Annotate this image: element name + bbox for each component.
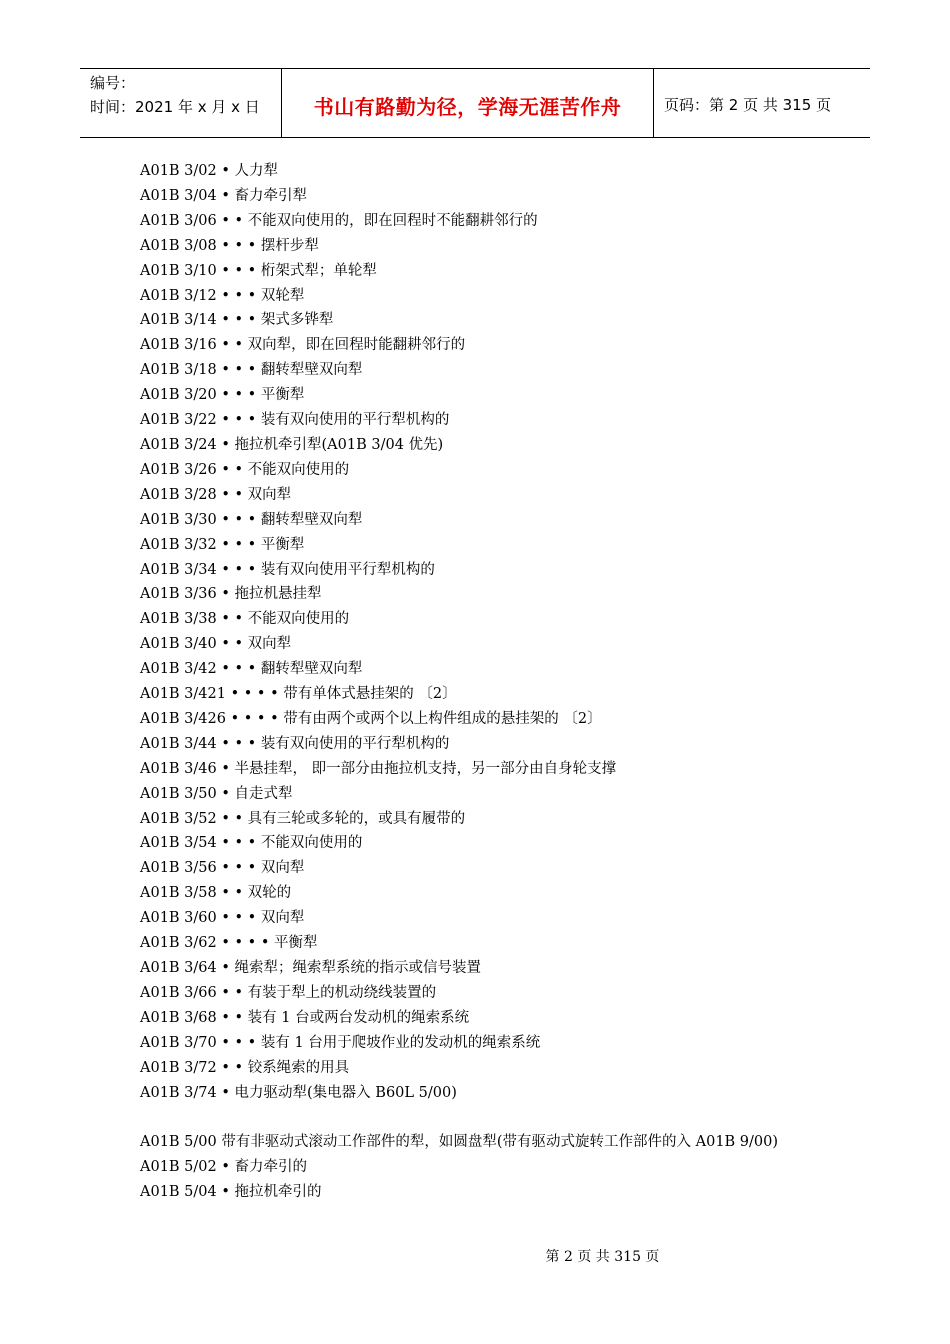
paragraph-gap — [140, 1105, 820, 1130]
list-item: A01B 3/34 • • • 装有双向使用平行犁机构的 — [140, 561, 435, 578]
list-item: A01B 3/66 • • 有装于犁上的机动绕线装置的 — [140, 984, 437, 1001]
document-body — [140, 159, 820, 1205]
list-item: A01B 3/46 • 半悬挂犁， 即一部分由拖拉机支持，另一部分由自身轮支撑 — [140, 760, 617, 777]
list-item: A01B 3/52 • • 具有三轮或多轮的，或具有履带的 — [140, 810, 466, 827]
list-item: A01B 3/10 • • • 桁架式犁；单轮犁 — [140, 262, 377, 279]
list-item: A01B 3/38 • • 不能双向使用的 — [140, 611, 350, 628]
list-item: A01B 3/58 • • 双轮的 — [140, 885, 292, 902]
list-item: A01B 3/60 • • • 双向犁 — [140, 910, 305, 927]
list-item: A01B 5/04 • 拖拉机牵引的 — [140, 1184, 322, 1201]
list-item: A01B 3/26 • • 不能双向使用的 — [140, 461, 350, 478]
list-item: A01B 3/421 • • • • 带有单体式悬挂架的 〔2〕 — [140, 686, 457, 703]
list-item: A01B 3/22 • • • 装有双向使用的平行犁机构的 — [140, 412, 450, 429]
list-item: A01B 3/18 • • • 翻转犁壁双向犁 — [140, 362, 363, 379]
number-label: 编号： — [90, 74, 136, 92]
page-footer: 第 2 页 共 315 页 — [545, 1249, 660, 1265]
list-item: A01B 3/14 • • • 架式多铧犁 — [140, 312, 334, 329]
list-item: A01B 3/08 • • • 摆杆步犁 — [140, 237, 319, 254]
list-item: A01B 3/62 • • • • 平衡犁 — [140, 935, 318, 952]
list-item: A01B 3/36 • 拖拉机悬挂犁 — [140, 586, 322, 603]
list-item: A01B 3/02 • 人力犁 — [140, 163, 279, 179]
list-item: A01B 3/28 • • 双向犁 — [140, 486, 292, 503]
list-item: A01B 3/50 • 自走式犁 — [140, 785, 293, 802]
list-item: A01B 3/16 • • 双向犁，即在回程时能翻耕邻行的 — [140, 337, 466, 354]
list-item: A01B 3/42 • • • 翻转犁壁双向犁 — [140, 661, 363, 678]
page-header — [80, 68, 870, 138]
list-item: A01B 3/44 • • • 装有双向使用的平行犁机构的 — [140, 735, 450, 752]
list-item: A01B 3/70 • • • 装有 1 台用于爬坡作业的发动机的绳索系统 — [140, 1034, 541, 1051]
list-item: A01B 3/12 • • • 双轮犁 — [140, 287, 305, 304]
list-item: A01B 3/74 • 电力驱动犁(集电器入 B60L 5/00) — [140, 1084, 457, 1101]
list-item: A01B 3/04 • 畜力牵引犁 — [140, 187, 308, 204]
header-motto: 书山有路勤为径，学海无涯苦作舟 — [282, 69, 654, 137]
list-item: A01B 3/20 • • • 平衡犁 — [140, 387, 305, 404]
list-item: A01B 3/24 • 拖拉机牵引犁(A01B 3/04 优先) — [140, 436, 444, 453]
list-item: A01B 3/64 • 绳索犁；绳索犁系统的指示或信号装置 — [140, 960, 482, 976]
header-left-cell — [80, 69, 282, 137]
list-item: A01B 3/56 • • • 双向犁 — [140, 860, 305, 877]
section-paragraph: A01B 5/00 带有非驱动式滚动工作部件的犁，如圆盘犁(带有驱动式旋转工作部件的入 A01B 9/00) — [140, 1134, 779, 1151]
list-item: A01B 3/72 • • 铰系绳索的用具 — [140, 1059, 350, 1076]
list-item: A01B 3/68 • • 装有 1 台或两台发动机的绳索系统 — [140, 1009, 470, 1026]
list-item: A01B 3/54 • • • 不能双向使用的 — [140, 835, 363, 852]
list-item: A01B 3/40 • • 双向犁 — [140, 636, 292, 653]
list-item: A01B 3/06 • • 不能双向使用的，即在回程时不能翻耕邻行的 — [140, 212, 538, 229]
list-item: A01B 3/32 • • • 平衡犁 — [140, 536, 305, 553]
list-item: A01B 5/02 • 畜力牵引的 — [140, 1159, 308, 1176]
list-item: A01B 3/426 • • • • 带有由两个或两个以上构件组成的悬挂架的 〔2〕 — [140, 710, 602, 727]
list-item: A01B 3/30 • • • 翻转犁壁双向犁 — [140, 511, 363, 528]
header-page-info: 页码：第 2 页 共 315 页 — [664, 95, 832, 114]
time-label: 时间：2021 年 x 月 x 日 — [90, 98, 260, 116]
